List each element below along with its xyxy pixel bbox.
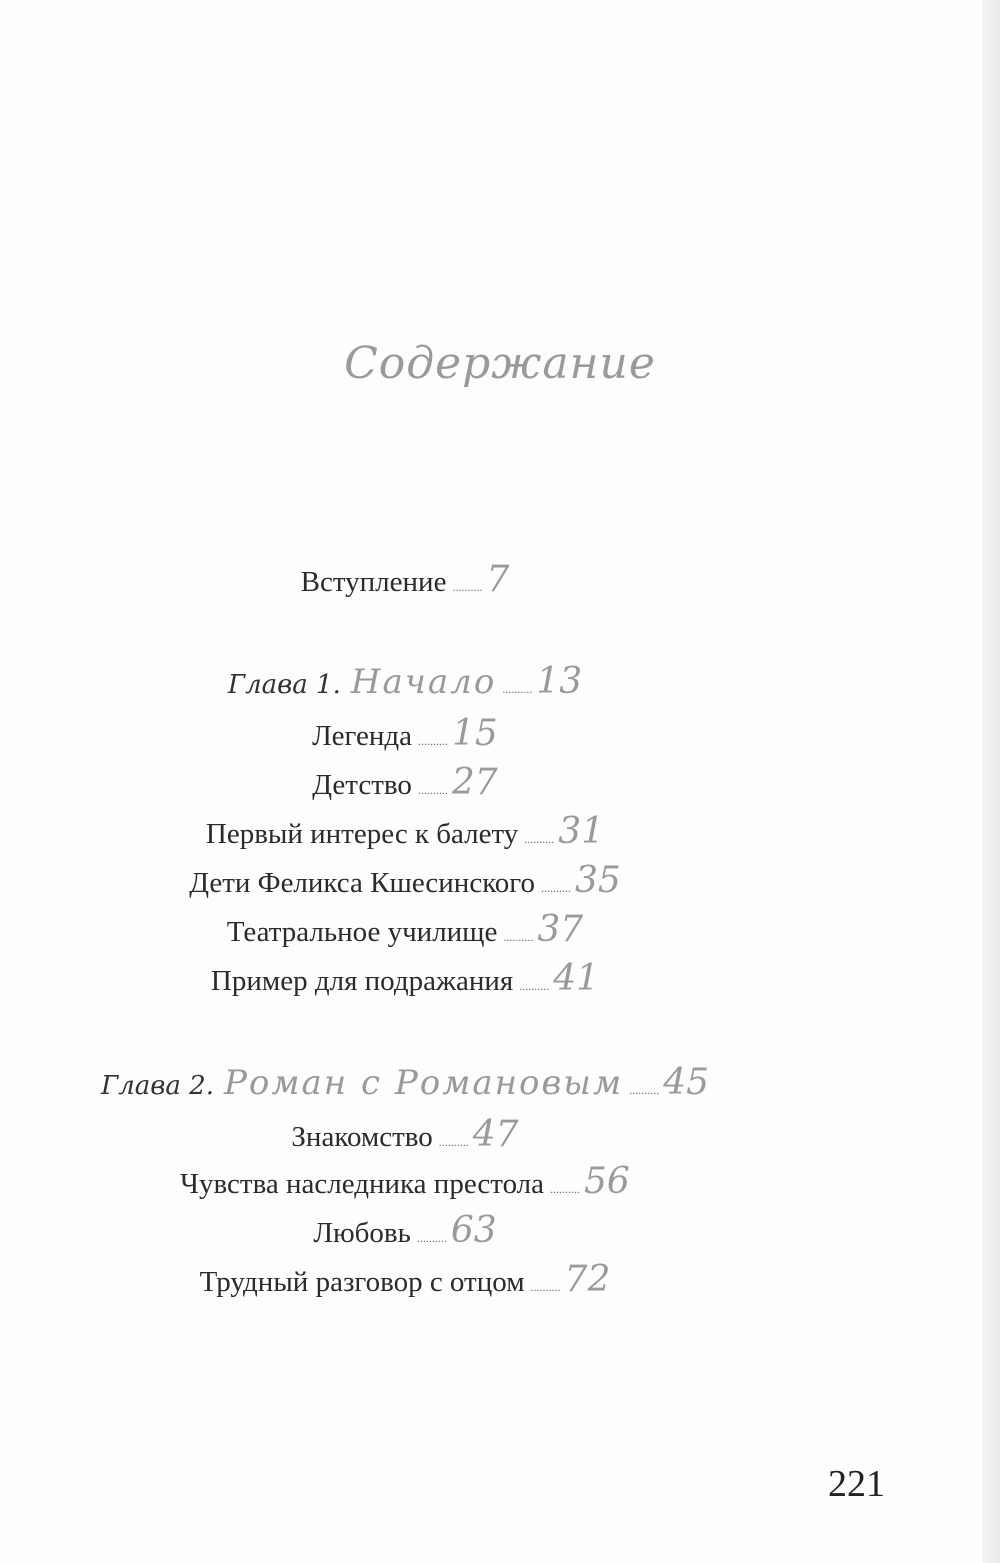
toc-entry-label: Пример для подражания bbox=[210, 965, 514, 997]
toc-entry[interactable] bbox=[0, 1162, 1000, 1209]
leader-dots: .......... bbox=[629, 1083, 660, 1097]
toc-entry-page: 45 bbox=[663, 1062, 709, 1103]
toc-entry-label: Дети Феликса Кшесинского bbox=[189, 867, 535, 899]
toc-entry[interactable] bbox=[0, 910, 1000, 957]
toc-entry-page: 13 bbox=[536, 661, 583, 702]
toc-title: Содержание bbox=[344, 338, 656, 389]
toc-entry[interactable] bbox=[0, 1211, 1000, 1258]
toc-entry-page: 7 bbox=[486, 559, 510, 600]
toc-entry[interactable] bbox=[0, 1260, 1000, 1307]
toc-entry-label: Легенда bbox=[312, 720, 413, 752]
toc-entry-page: 63 bbox=[450, 1210, 497, 1251]
toc-entry-page: 37 bbox=[537, 909, 584, 950]
leader-dots: .......... bbox=[418, 734, 449, 748]
chapter-name: Роман с Романовым bbox=[223, 1063, 624, 1103]
leader-dots: .......... bbox=[452, 580, 483, 594]
toc-entry-page: 41 bbox=[553, 958, 600, 999]
toc-chapter-2[interactable] bbox=[0, 1063, 1000, 1110]
toc-entry-page: 56 bbox=[584, 1161, 630, 1202]
leader-dots: .......... bbox=[519, 979, 550, 993]
toc-entry-label: Театральное училище bbox=[226, 916, 498, 948]
toc-entry-page: 47 bbox=[472, 1114, 519, 1155]
toc-entry-page: 35 bbox=[574, 860, 621, 901]
chapter-label: Глава 2. bbox=[101, 1071, 214, 1101]
toc-entry-label: Первый интерес к балету bbox=[205, 818, 519, 850]
toc-chapter-1[interactable] bbox=[0, 662, 1000, 709]
toc-entry[interactable] bbox=[0, 1115, 1000, 1162]
toc-entry-intro[interactable] bbox=[0, 560, 1000, 607]
leader-dots: .......... bbox=[524, 832, 555, 846]
toc-entry[interactable] bbox=[0, 714, 1000, 761]
toc-entry-label: Детство bbox=[312, 769, 412, 801]
leader-dots: .......... bbox=[417, 783, 448, 797]
toc-entry-label: Вступление bbox=[300, 566, 447, 598]
toc-entry-page: 27 bbox=[451, 762, 498, 803]
leader-dots: .......... bbox=[550, 1182, 581, 1196]
toc-entry-label: Трудный разговор с отцом bbox=[199, 1266, 525, 1298]
toc-entry[interactable] bbox=[0, 812, 1000, 859]
toc-entry-label: Знакомство bbox=[291, 1121, 433, 1153]
page-number: 221 bbox=[828, 1463, 885, 1505]
toc-entry[interactable] bbox=[0, 959, 1000, 1006]
toc-entry-page: 31 bbox=[558, 811, 605, 852]
leader-dots: .......... bbox=[416, 1231, 447, 1245]
toc-entry-label: Чувства наследника престола bbox=[180, 1168, 545, 1200]
leader-dots: .......... bbox=[503, 930, 534, 944]
toc-entry[interactable] bbox=[0, 861, 1000, 908]
chapter-label: Глава 1. bbox=[227, 670, 341, 700]
leader-dots: .......... bbox=[530, 1280, 561, 1294]
leader-dots: .......... bbox=[502, 682, 533, 696]
leader-dots: .......... bbox=[540, 881, 571, 895]
toc-entry[interactable] bbox=[0, 763, 1000, 810]
toc-entry-page: 15 bbox=[452, 713, 498, 754]
toc-entry-page: 72 bbox=[564, 1259, 611, 1300]
toc-entry-label: Любовь bbox=[313, 1217, 411, 1249]
chapter-name: Начало bbox=[350, 662, 497, 702]
leader-dots: .......... bbox=[438, 1135, 469, 1149]
